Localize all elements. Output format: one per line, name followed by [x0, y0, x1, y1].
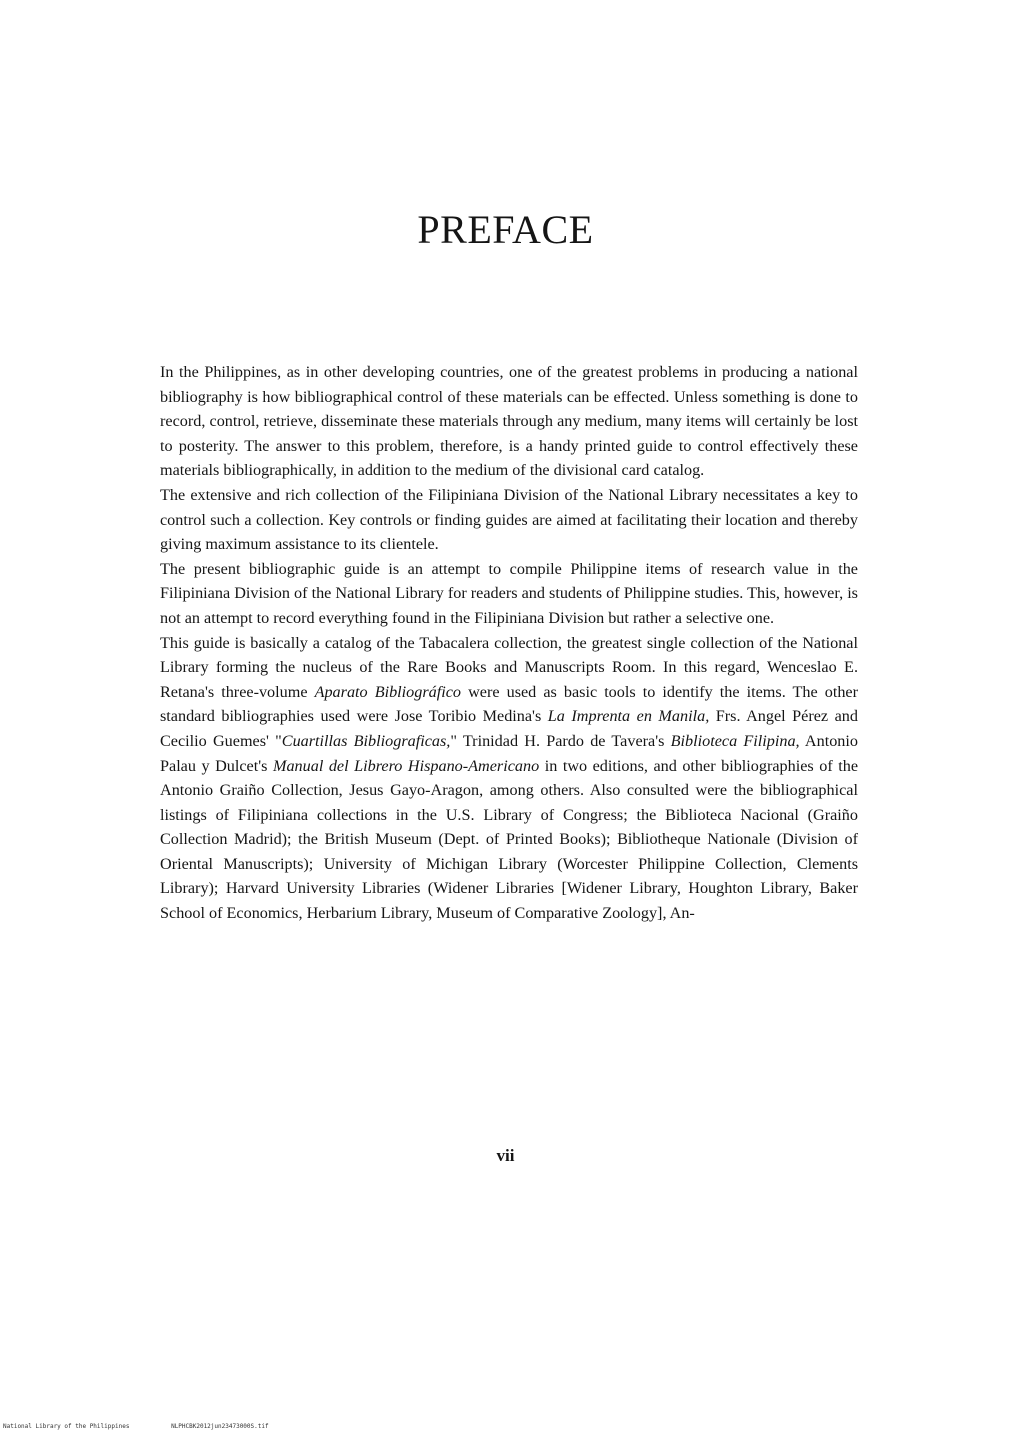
- italic-title: Biblioteca Filipina,: [670, 731, 800, 750]
- page-number: vii: [496, 1146, 515, 1165]
- italic-title: Manual del Librero Hispano-Americano: [272, 756, 540, 775]
- page-title: PREFACE: [417, 207, 594, 252]
- paragraph-2: [160, 483, 858, 557]
- preface-body: [160, 360, 858, 926]
- paragraph-3: [160, 557, 858, 631]
- italic-title: La Imprenta en Manila,: [547, 707, 710, 726]
- footer-file-id: NLPHCBK2012jun23473000S.tif: [171, 1423, 269, 1430]
- text-run: The extensive and rich collection of the Filipiniana Division of the National Library necessitates a key to control such a collection. Key controls or finding guides are aimed at facilitating their location and thereby giving maximum assistance to its clientele.: [160, 485, 858, 554]
- text-run: This guide is basically a catalog of the Tabacalera collection, the greatest single collection of the National Library forming the nucleus of the Rare Books and Manuscripts Room. In this regard, Wenceslao E. Retana's three-volume: [160, 633, 858, 701]
- text-run: in two editions, and other bibliographies of the Antonio Graiño Collection, Jesus Gayo-Aragon, among others. Also consulted were the bibliographical listings of Filipiniana collections in the U.S. Library of Congress; the Biblioteca Nacional (Graiño Collection Madrid); the British Museum (Dept. of Printed Books); Bibliotheque Nationale (Division of Oriental Manuscripts); University of Michigan Library (Worcester Philippine Collection, Clements Library); Harvard University Libraries (Widener Libraries [Widener Library, Houghton Library, Baker School of Economics, Herbarium Library, Museum of Comparative Zoology], An-: [160, 756, 859, 923]
- text-run: were used as basic tools to identify the items. The other standard bibliographies used were Jose Toribio Medina's: [160, 682, 858, 726]
- footer-source: National Library of the Philippines: [3, 1423, 130, 1430]
- italic-title: Aparato Bibliográfico: [314, 682, 462, 701]
- text-run: Frs. Angel Pérez and Cecilio Guemes' ": [160, 707, 858, 750]
- text-run: " Trinidad H. Pardo de Tavera's: [450, 731, 671, 750]
- paragraph-1: [160, 360, 858, 483]
- text-run: In the Philippines, as in other developing countries, one of the greatest problems in producing a national bibliography is how bibliographical control of these materials can be effected. Unless something is done to record, control, retrieve, disseminate these materials through any medium, many items will certainly be lost to posterity. The answer to this problem, therefore, is a handy printed guide to control effectively these materials bibliographically, in addition to the medium of the divisional card catalog.: [160, 363, 858, 480]
- text-run: Antonio Palau y Dulcet's: [160, 731, 858, 775]
- italic-title: Cuartillas Bibliograficas,: [281, 731, 451, 750]
- scan-footer: [3, 1423, 307, 1430]
- text-run: The present bibliographic guide is an attempt to compile Philippine items of research value in the Filipiniana Division of the National Library for readers and students of Philippine studies. This, however, is not an attempt to record everything found in the Filipiniana Division but rather a selective one.: [160, 559, 858, 627]
- paragraph-4: [160, 631, 858, 926]
